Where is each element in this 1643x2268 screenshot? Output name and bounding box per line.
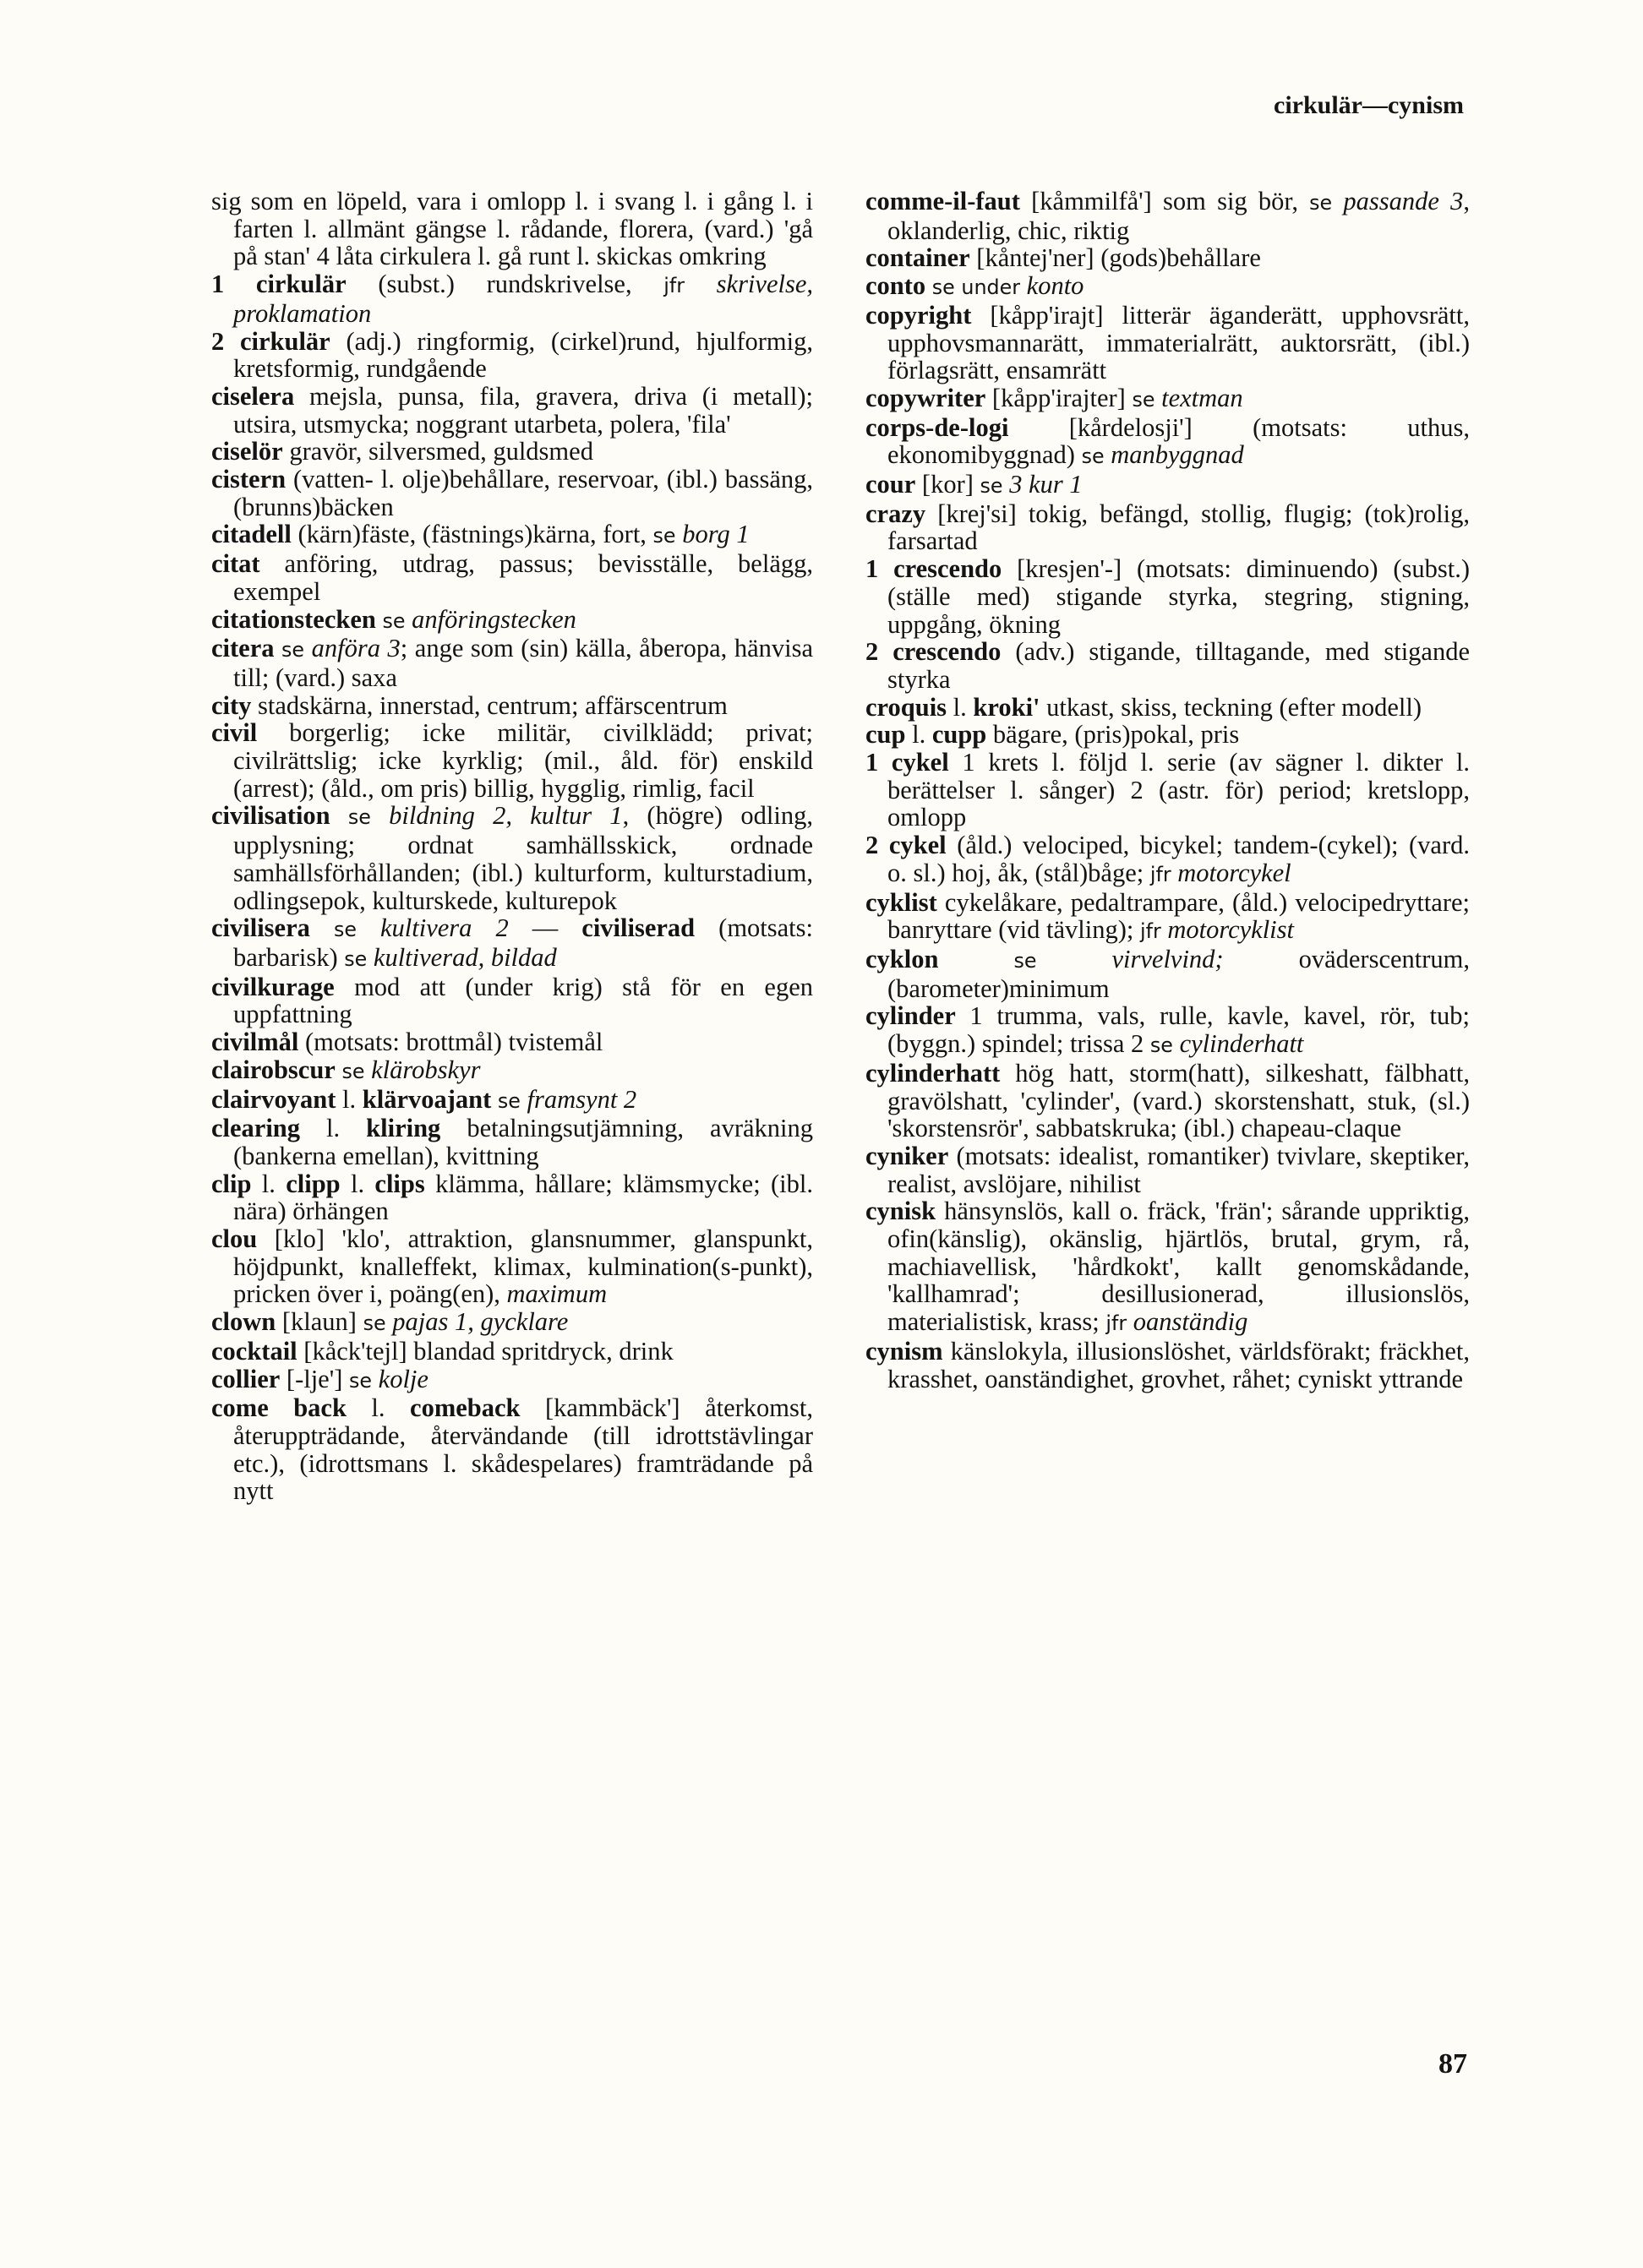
definition-text: [kor]	[915, 470, 980, 499]
headword: citera	[211, 634, 275, 663]
dictionary-entry	[211, 188, 813, 270]
dictionary-entry	[211, 550, 813, 605]
headword: clips	[374, 1169, 425, 1198]
headword: clipp	[286, 1169, 341, 1198]
cross-reference: kultivera 2	[356, 913, 509, 943]
cross-reference: textman	[1154, 383, 1243, 412]
cross-reference: manbyggnad	[1104, 440, 1244, 470]
definition-text: (motsats: brottmål) tvistemål	[298, 1028, 603, 1057]
headword: conto	[865, 271, 926, 301]
headword: 1 cykel	[865, 748, 949, 777]
headword: crazy	[865, 499, 926, 528]
definition-text: borgerlig; icke militär, civilklädd; privat; civilrättslig; icke kyrklig; (mil., åld. för) enskild (arrest); (åld., om pris) billig, hygglig, rimlig, facil	[233, 718, 813, 803]
headword: clou	[211, 1224, 258, 1254]
dictionary-entry	[865, 1142, 1470, 1197]
reference-marker: jfr	[1139, 919, 1161, 944]
dictionary-entry	[865, 302, 1470, 384]
dictionary-entry	[865, 500, 1470, 555]
definition-text: cykelåkare, pedaltrampare, (åld.) velocipedryttare; banryttare (vid tävling);	[887, 887, 1470, 945]
definition-text: (adj.) ringformig, (cirkel)rund, hjulformig, kretsformig, rundgående	[233, 326, 813, 384]
dictionary-entry	[865, 694, 1470, 722]
definition-text: [klo] 'klo', attraktion, glansnummer, glanspunkt, höjdpunkt, knalleffekt, klimax, kulmination(s-punkt), pricken över i, poäng(en),	[233, 1224, 813, 1309]
headword: civil	[211, 718, 258, 748]
reference-marker: se	[1081, 444, 1105, 469]
definition-text: [krej'si] tokig, befängd, stollig, flugig; (tok)rolig, farsartad	[887, 499, 1470, 556]
cross-reference: konto	[1020, 271, 1084, 301]
dictionary-entry	[865, 721, 1470, 749]
reference-marker: jfr	[1149, 862, 1171, 886]
definition-text: [kåpp'irajt] litterär äganderätt, upphovsrätt, upphovsmannarätt, immaterialrätt, auktorsrätt, (ibl.) förlagsrätt, ensamrätt	[887, 300, 1470, 385]
definition-text: [kåpp'irajter]	[985, 383, 1133, 412]
headword: cynisk	[865, 1197, 936, 1226]
definition-text: klämma, hållare; klämsmycke; (ibl. nära) örhängen	[233, 1169, 813, 1226]
headword: ciselör	[211, 437, 283, 466]
headword: clip	[211, 1169, 252, 1198]
dictionary-entry	[865, 384, 1470, 414]
definition-text: sig som en löpeld, vara i omlopp l. i svang l. i gång l. i farten l. allmänt gängse l. rådande, florera, (vard.) 'gå på stan' 4 låta cirkulera l. gå runt l. skickas omkring	[211, 187, 813, 271]
definition-text: [klaun]	[276, 1307, 363, 1337]
cross-reference: skrivelse, proklamation	[233, 270, 813, 328]
definition-text: hänsynslös, kall o. fräck, 'frän'; sårande uppriktig, ofin(känslig), okänslig, hjärtlös, brutal, grym, rå, machiavellisk, 'hårdkokt', kallt genomskådande, 'kallhamrad'; desillusionerad, illusionslös, materialistisk, krass;	[887, 1197, 1470, 1337]
headword: cynism	[865, 1336, 943, 1366]
dictionary-entry	[211, 802, 813, 914]
definition-text: , oklanderlig, chic, riktig	[887, 187, 1470, 245]
reference-marker: se	[1149, 1033, 1173, 1058]
definition-text: ; ange som (sin) källa, åberopa, hänvisa till; (vard.) saxa	[233, 634, 814, 692]
right-column	[865, 188, 1470, 1393]
reference-marker: se	[349, 1368, 373, 1393]
headword: cylinderhatt	[865, 1058, 1001, 1088]
headword: citadell	[211, 520, 292, 549]
reference-marker: jfr	[1105, 1311, 1127, 1336]
headword: civiliserad	[581, 913, 696, 943]
cross-reference: bildning 2, kultur 1	[370, 801, 623, 831]
reference-marker: se	[1132, 387, 1155, 412]
cross-reference: borg 1	[675, 520, 750, 549]
headword: 1 crescendo	[865, 554, 1002, 584]
dictionary-entry	[211, 692, 813, 720]
reference-marker: se	[347, 805, 371, 830]
headword: ciselera	[211, 381, 295, 411]
cross-reference: anföringstecken	[405, 604, 576, 634]
headword: civilisation	[211, 801, 330, 831]
definition-text: (åld.) velociped, bicykel; tandem-(cykel); (vard. o. sl.) hoj, åk, (stål)båge;	[887, 831, 1471, 887]
cross-reference: motorcyklist	[1160, 915, 1294, 945]
reference-marker: se	[341, 1059, 365, 1083]
cross-reference: motorcykel	[1171, 858, 1291, 887]
dictionary-entry	[865, 946, 1470, 1002]
definition-text: anföring, utdrag, passus; bevisställe, belägg, exempel	[233, 549, 813, 606]
headword: citationstecken	[211, 604, 376, 634]
dictionary-entry	[211, 1056, 813, 1086]
running-head: cirkulär—cynism	[1274, 91, 1464, 119]
definition-text: gravör, silversmed, guldsmed	[282, 437, 593, 466]
left-column	[211, 188, 813, 1505]
definition-text	[275, 634, 282, 662]
dictionary-entry	[865, 1002, 1470, 1059]
headword: city	[211, 690, 252, 720]
definition-text: hög hatt, storm(hatt), silkeshatt, fälbhatt, gravölshatt, 'cylinder', (vard.) skorstenshatt, stuk, (sl.) 'skorstensrör', sabbatskruka; (ibl.) chapeau-claque	[887, 1058, 1470, 1143]
definition-text	[330, 801, 348, 830]
dictionary-entry	[211, 1086, 813, 1115]
dictionary-entry	[865, 1338, 1470, 1393]
headword: copywriter	[865, 383, 986, 412]
definition-text: (kärn)fäste, (fästnings)kärna, fort,	[291, 520, 653, 549]
dictionary-entry	[865, 272, 1470, 302]
cross-reference: maximum	[506, 1279, 608, 1309]
headword: klärvoajant	[362, 1084, 492, 1114]
headword: copyright	[865, 300, 972, 330]
headword: civilkurage	[211, 972, 335, 1001]
headword: cour	[865, 470, 916, 499]
dictionary-entry	[865, 471, 1470, 500]
dictionary-entry	[211, 521, 813, 550]
headword: cup	[865, 720, 906, 750]
headword: corps-de-logi	[865, 412, 1009, 442]
definition-text: [kårdelosji'] (motsats: uthus, ekonomibyggnad)	[887, 412, 1470, 470]
dictionary-entry	[865, 1197, 1470, 1338]
definition-text	[310, 913, 334, 942]
dictionary-entry	[865, 889, 1470, 946]
definition-text: stadskärna, innerstad, centrum; affärscentrum	[251, 690, 728, 720]
reference-marker: se	[344, 946, 368, 971]
headword: clown	[211, 1307, 276, 1337]
dictionary-entry	[211, 973, 813, 1028]
headword: comeback	[410, 1393, 521, 1423]
headword: container	[865, 243, 970, 273]
reference-marker: se	[1309, 191, 1333, 215]
definition-text: [kammbäck'] återkomst, återuppträdande, återvändande (till idrottstävlingar etc.), (idrottsmans l. skådespelares) framträdande på nytt	[233, 1393, 813, 1506]
definition-text: utkast, skiss, teckning (efter modell)	[1040, 692, 1422, 722]
cross-reference: passande 3	[1332, 187, 1464, 215]
cross-reference: virvelvind;	[1036, 944, 1224, 973]
headword: 2 cykel	[865, 831, 947, 860]
headword: 2 crescendo	[865, 637, 1002, 667]
definition-text: (motsats: idealist, romantiker) tvivlare, skeptiker, realist, avslöjare, nihilist	[887, 1141, 1470, 1198]
cross-reference: klärobskyr	[364, 1055, 481, 1084]
definition-text: (subst.) rundskrivelse,	[346, 270, 664, 299]
reference-marker: se	[382, 608, 406, 633]
headword: cyniker	[865, 1141, 949, 1170]
headword: civilisera	[211, 913, 310, 943]
dictionary-entry	[211, 1338, 813, 1366]
headword: clairobscur	[211, 1055, 336, 1084]
dictionary-entry	[211, 1170, 813, 1225]
reference-marker: se	[333, 918, 357, 942]
definition-text: l.	[336, 1084, 363, 1114]
dictionary-entry	[211, 438, 813, 466]
headword: come back	[211, 1393, 347, 1423]
definition-text: betalningsutjämning, avräkning (bankerna emellan), kvittning	[233, 1114, 813, 1170]
reference-marker: jfr	[663, 274, 685, 298]
cross-reference: kultiverad, bildad	[367, 942, 557, 972]
definition-text: —	[508, 913, 582, 943]
page-number: 87	[1438, 2048, 1467, 2080]
dictionary-entry	[865, 414, 1470, 471]
headword: cupp	[931, 720, 987, 750]
cross-reference: oanständig	[1127, 1307, 1248, 1337]
headword: cylinder	[865, 1001, 956, 1031]
dictionary-entry	[211, 328, 813, 383]
cross-reference: pajas 1, gycklare	[385, 1307, 569, 1337]
definition-text	[925, 271, 932, 300]
cross-reference: 3 kur 1	[1002, 470, 1083, 499]
cross-reference: cylinderhatt	[1172, 1029, 1304, 1059]
definition-text: (motsats: barbarisk)	[233, 913, 813, 972]
dictionary-entry	[865, 555, 1470, 638]
dictionary-entry	[211, 1115, 813, 1169]
definition-text: [kåntej'ner] (gods)behållare	[969, 243, 1261, 273]
headword: comme-il-faut	[865, 187, 1020, 215]
reference-marker: se	[281, 638, 305, 662]
reference-marker: se	[980, 474, 1003, 499]
dictionary-entry	[865, 188, 1470, 244]
dictionary-entry	[211, 606, 813, 635]
headword: 2 cirkulär	[211, 326, 330, 356]
reference-marker: se	[1013, 948, 1037, 973]
headword: collier	[211, 1364, 281, 1393]
dictionary-entry	[865, 831, 1470, 888]
headword: cocktail	[211, 1336, 297, 1366]
dictionary-entry	[211, 1028, 813, 1056]
dictionary-entry	[865, 244, 1470, 272]
definition-text: oväderscentrum, (barometer)minimum	[887, 944, 1471, 1003]
definition-text: (adv.) stigande, tilltagande, med stigande styrka	[887, 637, 1470, 694]
dictionary-entry	[211, 719, 813, 802]
reference-marker: se	[652, 524, 676, 548]
definition-text: [-lje']	[280, 1364, 349, 1393]
dictionary-entry	[865, 1060, 1470, 1142]
definition-text: 1 krets l. följd l. serie (av sägner l. dikter l. berättelser l. sånger) 2 (astr. för) period; kretslopp, omlopp	[887, 748, 1470, 832]
headword: clearing	[211, 1114, 301, 1143]
dictionary-entry	[865, 749, 1470, 831]
dictionary-entry	[211, 270, 813, 327]
headword: citat	[211, 549, 260, 579]
dictionary-entry	[211, 383, 813, 438]
dictionary-entry	[865, 638, 1470, 693]
cross-reference: kolje	[372, 1364, 428, 1393]
definition-text: känslokyla, illusionslöshet, världsförakt; fräckhet, krasshet, oanständighet, grovhet, råhet; cyniskt yttrande	[887, 1336, 1470, 1393]
definition-text: bägare, (pris)pokal, pris	[986, 720, 1240, 750]
dictionary-entry	[211, 1225, 813, 1308]
definition-text: (vatten- l. olje)behållare, reservoar, (ibl.) bassäng, (brunns)bäcken	[233, 465, 813, 521]
headword: clairvoyant	[211, 1084, 336, 1114]
headword: kliring	[366, 1114, 441, 1143]
reference-marker: se	[363, 1311, 386, 1336]
definition-text: [kåck'tejl] blandad spritdryck, drink	[297, 1336, 674, 1366]
definition-text: [kåmmilfå'] som sig bör,	[1019, 187, 1310, 215]
headword: croquis	[865, 692, 947, 722]
cross-reference: framsynt 2	[520, 1084, 637, 1114]
reference-marker: se	[497, 1088, 521, 1113]
dictionary-entry	[211, 466, 813, 521]
definition-text: , (högre) odling, upplysning; ordnat samhällsskick, ordnade samhällsförhållanden; (ibl.) kulturform, kulturstadium, odlingsepok, kulturskede, kulturepok	[233, 801, 814, 915]
headword: 1 cirkulär	[211, 270, 347, 299]
headword: cistern	[211, 465, 287, 494]
headword: civilmål	[211, 1028, 299, 1057]
definition-text: l.	[340, 1169, 375, 1198]
headword: cyklon	[865, 944, 939, 973]
definition-text: mejsla, punsa, fila, gravera, driva (i metall); utsira, utsmycka; noggrant utarbeta, polera, 'fila'	[233, 381, 813, 439]
definition-text: [kresjen'-] (motsats: diminuendo) (subst.) (ställe med) stigande styrka, stegring, stigning, uppgång, ökning	[887, 554, 1470, 639]
definition-text: l.	[251, 1169, 287, 1198]
definition-text: l.	[346, 1393, 411, 1423]
dictionary-entry	[211, 635, 813, 691]
dictionary-entry	[211, 1394, 813, 1505]
definition-text	[491, 1085, 498, 1114]
definition-text: l.	[905, 720, 932, 750]
definition-text	[938, 945, 1013, 973]
definition-text: mod att (under krig) stå för en egen uppfattning	[233, 972, 813, 1029]
cross-reference: anföra 3	[304, 634, 401, 663]
dictionary-entry	[211, 1308, 813, 1338]
headword: cyklist	[865, 887, 937, 917]
definition-text: l.	[947, 692, 974, 722]
dictionary-entry	[211, 1366, 813, 1395]
reference-marker: se under	[931, 275, 1021, 300]
definition-text: l.	[300, 1114, 367, 1143]
dictionary-entry	[211, 914, 813, 973]
headword: kroki'	[973, 692, 1040, 722]
definition-text: 1 trumma, vals, rulle, kavle, kavel, rör, tub; (byggn.) spindel; trissa 2	[887, 1001, 1470, 1059]
